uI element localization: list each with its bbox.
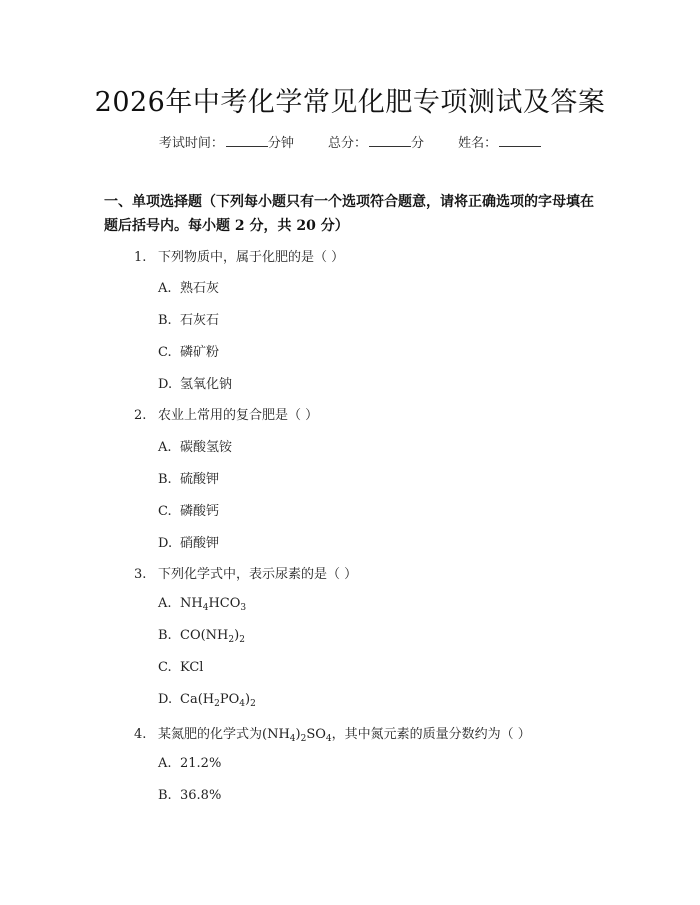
exam-time-blank[interactable] [226,134,268,147]
q1-option-b[interactable] [158,309,219,328]
question-2 [134,404,318,423]
option-letter: A. [158,596,172,611]
total-score-unit: 分 [411,136,425,151]
option-text: 硫酸钾 [180,472,220,487]
question-number: 4. [134,727,147,742]
option-letter: A. [158,756,172,771]
option-text: 磷酸钙 [180,504,220,519]
formula-urea: $CO(NH_2)_2$ [180,628,245,645]
option-letter: B. [158,628,172,643]
option-letter: D. [158,377,173,392]
q2-option-c[interactable] [158,500,219,519]
q3-option-b[interactable] [158,628,245,643]
formula-kcl: KCl [180,660,204,675]
option-text: 熟石灰 [180,281,220,296]
page-title: 2026年中考化学常见化肥专项测试及答案 [94,87,606,118]
q3-option-c[interactable] [158,660,203,675]
option-letter: C. [158,345,172,360]
question-number: 3. [134,567,147,582]
option-letter: C. [158,504,172,519]
formula-calcium-phosphate: $Ca(H_2PO_4)_2$ [180,692,256,709]
q2-option-d[interactable] [158,532,219,551]
total-score-blank[interactable] [369,134,411,147]
question-text: 下列化学式中，表示尿素的是（ ） [158,567,358,582]
option-letter: C. [158,660,172,675]
option-letter: B. [158,313,172,328]
option-text: 磷矿粉 [180,345,220,360]
option-text: 碳酸氢铵 [180,440,233,455]
exam-info-line [0,132,700,151]
q4-option-a[interactable] [158,756,221,771]
section-heading: 一、单项选择题（下列每小题只有一个选项符合题意，请将正确选项的字母填在题后括号内。每小题 2 分，共 20 分） [104,194,594,234]
q1-option-a[interactable] [158,277,219,296]
q2-option-a[interactable] [158,436,232,455]
question-3 [134,563,357,582]
option-letter: D. [158,692,173,707]
option-letter: A. [158,440,172,455]
q3-option-d[interactable] [158,692,256,707]
option-letter: D. [158,536,173,551]
question-text: 某氮肥的化学式为$(NH_4)_2SO_4$，其中氮元素的质量分数约为（ ） [158,727,531,744]
exam-time-field [159,132,294,151]
option-text: 石灰石 [180,313,220,328]
question-number: 2. [134,408,147,423]
question-4 [134,723,531,742]
formula-nh4hco3: $NH_4HCO_3$ [180,596,247,613]
question-text: 农业上常用的复合肥是（ ） [158,408,319,423]
q4-option-b[interactable] [158,788,221,803]
total-score-field [328,132,424,151]
student-name-label: 姓名： [458,136,498,151]
exam-time-unit: 分钟 [267,136,294,151]
option-text: 氢氧化钠 [180,377,233,392]
option-text: 硝酸钾 [180,536,220,551]
q1-option-d[interactable] [158,373,232,392]
option-letter: B. [158,788,172,803]
q3-option-a[interactable] [158,596,246,611]
question-number: 1. [134,250,147,265]
total-score-label: 总分： [327,136,367,151]
q2-option-b[interactable] [158,468,219,487]
exam-time-label: 考试时间： [158,136,224,151]
student-name-blank[interactable] [499,134,541,147]
question-text: 下列物质中，属于化肥的是（ ） [158,250,345,265]
option-text: 21.2% [180,756,222,771]
option-letter: A. [158,281,172,296]
question-1 [134,246,344,265]
option-text: 36.8% [180,788,222,803]
student-name-field [458,132,541,151]
q1-option-c[interactable] [158,341,219,360]
option-letter: B. [158,472,172,487]
